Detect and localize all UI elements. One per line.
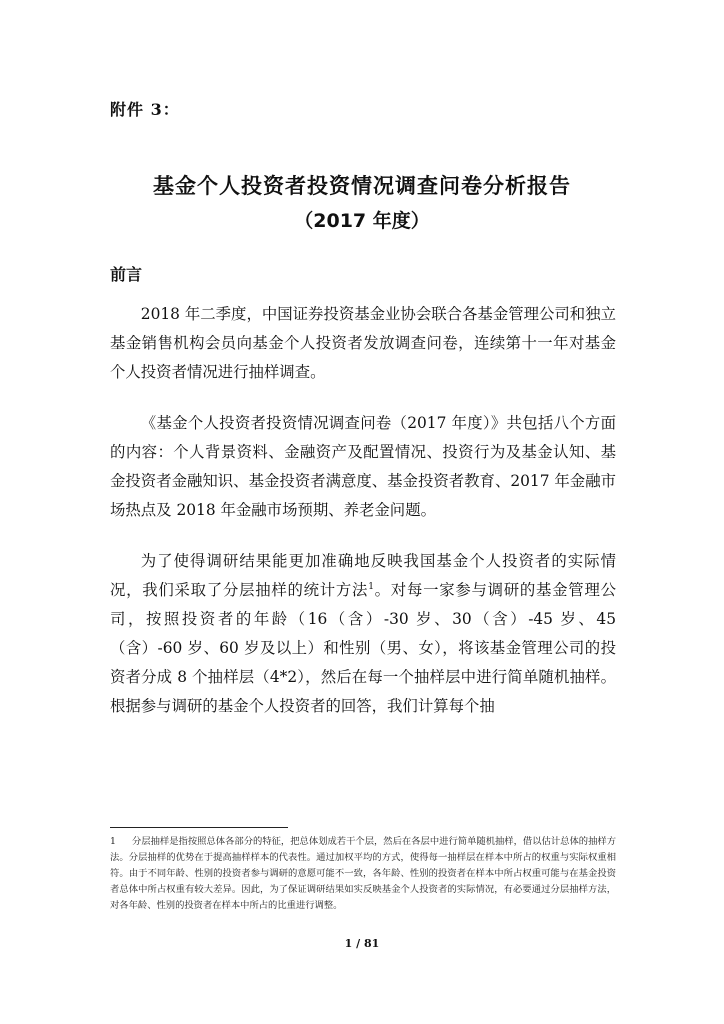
footnote-text: 分层抽样是指按照总体各部分的特征，把总体划成若干个层，然后在各层中进行简单随机抽样，借以估计总体的抽样方法。分层抽样的优势在于提高抽样样本的代表性。通过加权平均的方式，使得每一抽样层在样本中所占的权重与实际权重相符。由于不同年龄、性别的投资者参与调研的意愿可能不一致，各年龄、性别的投资者在样本中所占权重可能与在基金投资者总体中所占权重有较大差异。因此，为了保证调研结果如实反映基金个人投资者的实际情况，有必要通过分层抽样方法，对各年龄、性别的投资者在样本中所占的比重进行调整。: [110, 836, 616, 911]
paragraph-3: [110, 547, 616, 721]
page-number: 1 / 81: [344, 937, 380, 950]
section-heading-preface: 前言: [110, 265, 143, 284]
footnote-divider: [110, 827, 288, 828]
paragraph-3-part-1: 为了使得调研结果能更加准确地反映我国基金个人投资者的实际情况，我们采取了分层抽样的统计方法: [110, 552, 616, 599]
footnote: [110, 834, 616, 914]
paragraph-1: 2018 年二季度，中国证券投资基金业协会联合各基金管理公司和独立基金销售机构会员向基金个人投资者发放调查问卷，连续第十一年对基金个人投资者情况进行抽样调查。: [110, 305, 616, 381]
report-subtitle: （2017 年度）: [294, 210, 430, 232]
paragraph-2: 《基金个人投资者投资情况调查问卷（2017 年度）》共包括八个方面的内容：个人背景资料、金融资产及配置情况、投资行为及基金认知、基金投资者金融知识、基金投资者满意度、基金投资者教育、2017 年金融市场热点及 2018 年金融市场预期、养老金问题。: [110, 414, 616, 519]
footnote-mark: 1: [110, 836, 116, 847]
attachment-label: 附件 3：: [110, 100, 180, 119]
body-text: [110, 300, 616, 743]
paragraph-3-part-2: 。对每一家参与调研的基金管理公司，按照投资者的年龄（16（含）-30 岁、30（含）-45 岁、45（含）-60 岁、60 岁及以上）和性别（男、女），将该基金管理公司的投资者分成 8 个抽样层（4*2），然后在每一个抽样层中进行简单随机抽样。根据参与调研的基金个人投资者的回答，我们计算每个抽: [110, 581, 616, 715]
report-title: 基金个人投资者投资情况调查问卷分析报告: [153, 174, 571, 198]
footnote-reference[interactable]: 1: [368, 581, 374, 592]
